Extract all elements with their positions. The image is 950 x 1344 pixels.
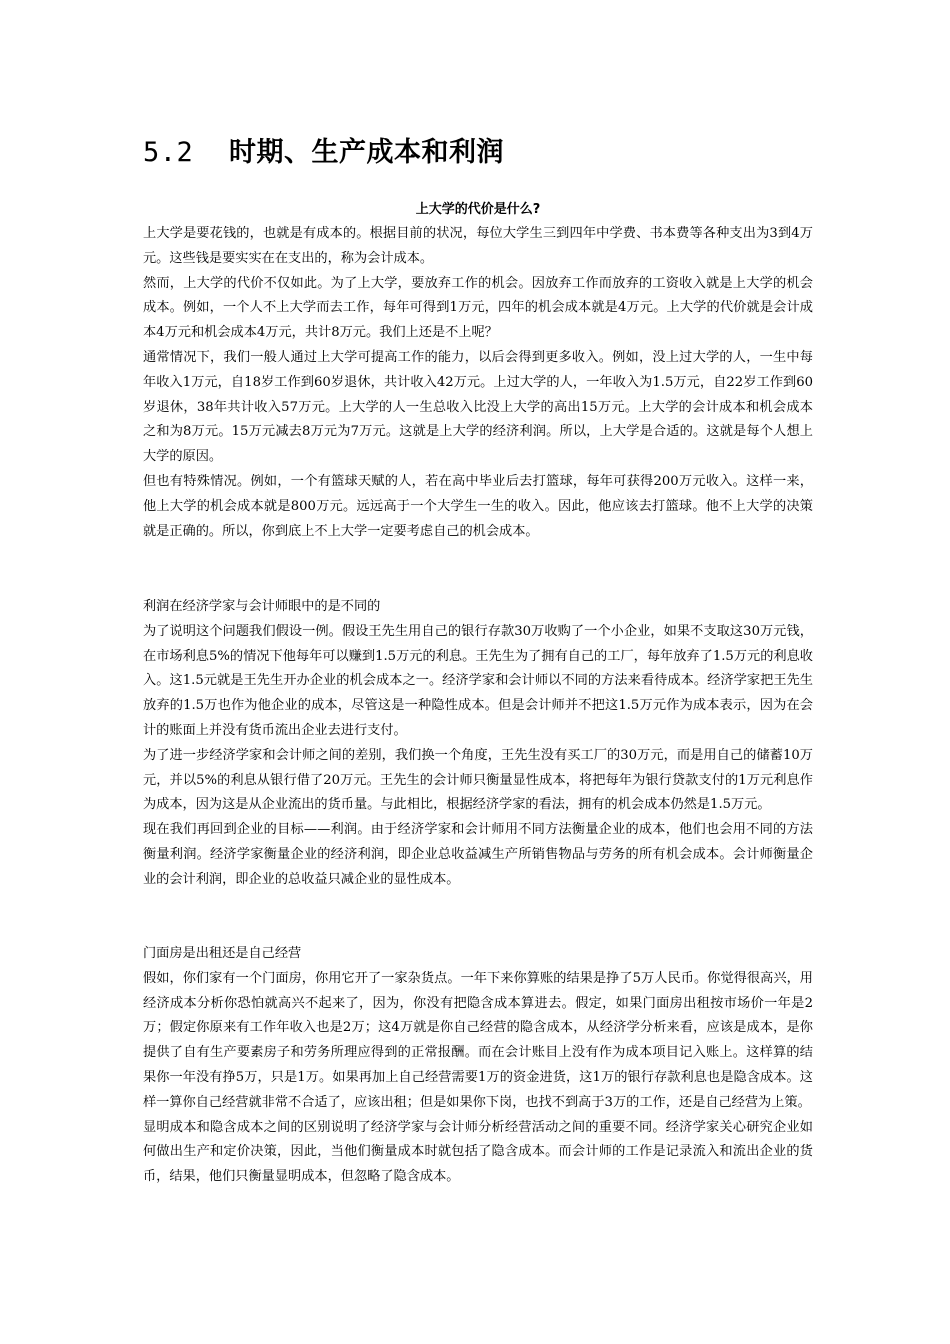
paragraph: 显明成本和隐含成本之间的区别说明了经济学家与会计师分析经营活动之间的重要不同。经济学家关心研究企业如何做出生产和定价决策，因此，当他们衡量成本时就包括了隐含成本。而会计师的工作是记录流入和流出企业的货币，结果，他们只衡量显明成本，但忽略了隐含成本。 (143, 1119, 813, 1185)
paragraph: 然而，上大学的代价不仅如此。为了上大学，要放弃工作的机会。因放弃工作而放弃的工资收入就是上大学的机会成本。例如，一个人不上大学而去工作，每年可得到1万元，四年的机会成本就是4万元。上大学的代价就是会计成本4万元和机会成本4万元，共计8万元。我们上还是不上呢？ (143, 275, 813, 341)
subheading-college-cost: 上大学的代价是什么? (415, 202, 541, 217)
paragraph: 上大学是要花钱的，也就是有成本的。根据目前的状况，每位大学生三到四年中学费、书本费等各种支出为3到4万元。这些钱是要实实在在支出的，称为会计成本。 (143, 226, 813, 266)
section-college-cost (143, 222, 813, 544)
paragraph: 现在我们再回到企业的目标——利润。由于经济学家和会计师用不同方法衡量企业的成本，他们也会用不同的方法衡量利润。经济学家衡量企业的经济利润，即企业总收益减生产所销售物品与劳务的所有机会成本。会计师衡量企业的会计利润，即企业的总收益只减企业的显性成本。 (143, 822, 813, 887)
paragraph: 为了说明这个问题我们假设一例。假设王先生用自己的银行存款30万收购了一个小企业，如果不支取这30万元钱，在市场利息5%的情况下他每年可以赚到1.5万元的利息。王先生为了拥有自己的工厂，每年放弃了1.5万元的利息收入。这1.5元就是王先生开办企业的机会成本之一。经济学家和会计师以不同的方法来看待成本。经济学家把王先生放弃的1.5万也作为他企业的成本，尽管这是一种隐性成本。但是会计师并不把这1.5万元作为成本表示，因为在会计的账面上并没有货币流出企业去进行支付。 (143, 623, 813, 738)
section-storefront (143, 942, 813, 1190)
page-title (143, 133, 504, 173)
section-title: 时期、生产成本和利润 (229, 137, 504, 168)
paragraph: 但也有特殊情况。例如，一个有篮球天赋的人，若在高中毕业后去打篮球，每年可获得200万元收入。这样一来，他上大学的机会成本就是800万元。远远高于一个大学生一生的收入。因此，他应该去打篮球。他不上大学的决策就是正确的。所以，你到底上不上大学一定要考虑自己的机会成本。 (143, 473, 813, 539)
paragraph: 假如，你们家有一个门面房，你用它开了一家杂货点。一年下来你算账的结果是挣了5万人民币。你觉得很高兴，用经济成本分析你恐怕就高兴不起来了，因为，你没有把隐含成本算进去。假定，如果门面房出租按市场价一年是2万；假定你原来有工作年收入也是2万；这4万就是你自己经营的隐含成本，从经济学分析来看，应该是成本，是你提供了自有生产要素房子和劳务所理应得到的正常报酬。而在会计账目上没有作为成本项目记入账上。这样算的结果你一年没有挣5万，只是1万。如果再加上自己经营需要1万的资金进货，这1万的银行存款利息也是隐含成本。这样一算你自己经营就非常不合适了，应该出租；但是如果你下岗，也找不到高于3万的工作，还是自己经营为上策。 (143, 970, 813, 1110)
paragraph: 为了进一步经济学家和会计师之间的差别，我们换一个角度，王先生没有买工厂的30万元，而是用自己的储蓄10万元，并以5%的利息从银行借了20万元。王先生的会计师只衡量显性成本，将把每年为银行贷款支付的1万元利息作为成本，因为这是从企业流出的货币量。与此相比，根据经济学家的看法，拥有的机会成本仍然是1.5万元。 (143, 747, 813, 813)
section-heading: 利润在经济学家与会计师眼中的是不同的 (143, 599, 381, 614)
paragraph: 通常情况下，我们一般人通过上大学可提高工作的能力，以后会得到更多收入。例如，没上过大学的人，一生中每年收入1万元，自18岁工作到60岁退休，共计收入42万元。上过大学的人，一年收入为1.5万元，自22岁工作到60岁退休，38年共计收入57万元。上大学的人一生总收入比没上大学的高出15万元。上大学的会计成本和机会成本之和为8万元。15万元减去8万元为7万元。这就是上大学的经济利润。所以，上大学是合适的。这就是每个人想上大学的原因。 (143, 349, 813, 465)
section-profit-views (143, 595, 813, 893)
section-heading: 门面房是出租还是自己经营 (143, 946, 302, 961)
section-number: 5.2 (143, 137, 194, 168)
